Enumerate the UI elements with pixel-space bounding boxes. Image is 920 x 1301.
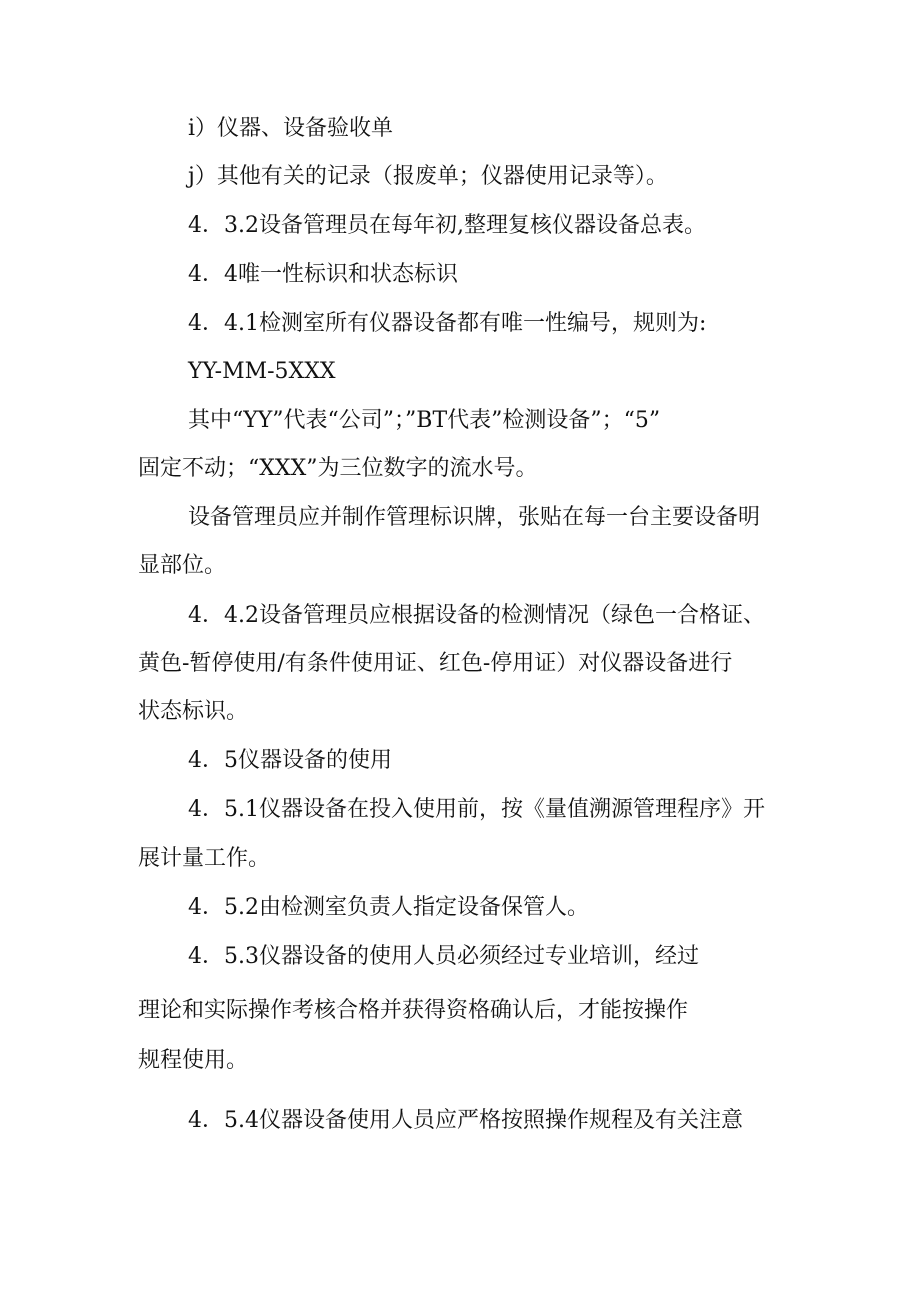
code-pattern: YY-MM-5XXX [188,359,336,384]
paragraph-line: 固定不动；“XXX”为三位数字的流水号。 [138,456,538,481]
paragraph-line: 显部位。 [138,553,227,578]
paragraph-line: 规程使用。 [138,1048,249,1073]
paragraph-line: 设备管理员应并制作管理标识牌，张贴在每一台主要设备明 [188,505,761,530]
paragraph-4-5-2: 4．5.2由检测室负责人指定设备保管人。 [188,895,589,920]
list-item-i: i）仪器、设备验收单 [188,116,394,141]
paragraph-4-5-1: 4．5.1仪器设备在投入使用前，按《量值溯源管理程序》开 [188,797,765,822]
paragraph-line: 展计量工作。 [138,846,271,871]
paragraph-4-4-1: 4．4.1检测室所有仪器设备都有唯一性编号，规则为: [188,311,707,336]
paragraph-4-5-4: 4．5.4仪器设备使用人员应严格按照操作规程及有关注意 [188,1108,743,1133]
list-item-j: j）其他有关的记录（报废单；仪器使用记录等）。 [188,164,668,189]
section-heading-4-4: 4．4唯一性标识和状态标识 [188,262,458,287]
paragraph-line: 其中“YY”代表“公司”；”BT代表”检测设备”；“5” [188,408,661,433]
paragraph-4-4-2: 4．4.2设备管理员应根据设备的检测情况（绿色一合格证、 [188,603,765,628]
paragraph-line: 理论和实际操作考核合格并获得资格确认后，才能按操作 [138,998,689,1023]
section-heading-4-5: 4．5仪器设备的使用 [188,748,392,773]
paragraph-line: 状态标识。 [138,699,249,724]
paragraph-4-5-3: 4．5.3仪器设备的使用人员必须经过专业培训，经过 [188,944,699,969]
paragraph-4-3-2: 4．3.2设备管理员在每年初,整理复核仪器设备总表。 [188,213,706,238]
paragraph-line: 黄色-暂停使用/有条件使用证、红色-停用证）对仪器设备进行 [138,651,733,676]
